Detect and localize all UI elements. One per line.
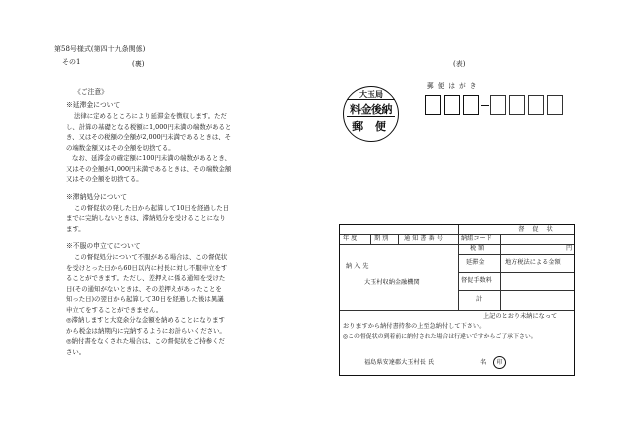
stamp-office: 大玉局 (359, 89, 383, 99)
rule (340, 244, 574, 245)
rule (500, 234, 501, 310)
section-line: までに完納しないときは、滞納処分を受けることになり (66, 214, 226, 222)
section-line: ます。 (66, 224, 85, 233)
payee-label: 納 入 先 (346, 263, 369, 270)
section-line: ◎滞納しますと大変余分な金額を納めることになります (66, 316, 225, 324)
front-side-label: (表) (453, 60, 466, 68)
rule (458, 254, 574, 255)
section-line: なお、延滞金の確定額に100円未満の端数があるとき、 (72, 154, 231, 162)
issuer-name-label: 名 (480, 359, 487, 366)
issuer: 福島県安達郡大玉村長 氏 (364, 359, 435, 366)
rule (370, 234, 371, 244)
total-label: 計 (476, 296, 483, 303)
col-period: 期 別 (374, 235, 389, 242)
postal-code-box[interactable] (509, 95, 525, 115)
postal-code-box[interactable] (425, 95, 441, 115)
note-line-3: ◎この督促状の到着前に納付された場合は行違いですからご了承下さい。 (343, 334, 537, 340)
section-line: 申立てをすることができません。 (66, 305, 163, 314)
section-line: 法律に定めるところにより延滞金を徴収します。ただ (74, 112, 227, 120)
official-seal: 印 (493, 356, 506, 369)
rule (458, 290, 574, 291)
stamp-mail: 郵 便 (352, 120, 390, 133)
rule (458, 225, 459, 234)
sub-number: その1 (62, 58, 81, 66)
section-line: この督促状の発した日から起算して10日を経過した日 (74, 203, 230, 212)
note-line-1: 上記のとおり未納になって (483, 313, 558, 320)
rule (340, 310, 574, 311)
fee-label: 督促手数料 (461, 277, 492, 284)
section-line: を受けとった日から60日以内に村長に対し不服申立をす (66, 263, 228, 272)
rule (458, 272, 574, 273)
penalty-value: 地方税法による金額 (505, 259, 561, 266)
postal-code-box[interactable] (444, 95, 460, 115)
postal-code-hyphen (481, 105, 489, 106)
postcard-label: 郵 便 は が き (427, 82, 478, 90)
section-line: この督促処分について不服がある場合は、この督促状 (74, 253, 228, 261)
section-line: し、計算の基礎となる税額に1,000円未満の端数があると (66, 122, 232, 131)
section-line: ることができます。ただし、差押えに係る通知を受けた (66, 274, 226, 282)
payee-value: 大玉村収納金融機関 (364, 279, 420, 286)
section-line: 日(その通知がないときは、その差押えがあったことを (66, 284, 222, 293)
yen-unit: 円 (566, 245, 573, 252)
col-notice-number: 通 知 書 番 号 (404, 235, 443, 242)
section-heading: ※滞納処分について (66, 192, 128, 201)
col-payment-code: 納組コード (461, 235, 492, 242)
section-line: から税金は納期内に完納するようにお計らいください。 (66, 326, 226, 335)
section-line: 知った日)の翌日から起算して30日を経過した後は異議 (66, 295, 224, 303)
tax-label: 税 額 (470, 245, 485, 252)
form-title: 督 促 状 (518, 226, 556, 233)
notice-title: 《ご注意》 (74, 88, 108, 96)
section-line: 又はその全額を切捨てる。 (66, 175, 143, 183)
section-heading: ※延滞金について (66, 101, 121, 109)
rule (398, 234, 399, 244)
stamp-postage: 料金後納 (350, 103, 392, 116)
postage-stamp (343, 86, 399, 142)
notice-body (66, 99, 276, 357)
form-number: 第58号様式(第四十九条関係) (54, 45, 146, 53)
section-line: の端数金額又はその全額を切捨てる。 (66, 143, 175, 152)
section-line: ◎納付書をなくされた場合は、この督促状をご持参くだ (66, 337, 225, 345)
postal-code-box[interactable] (490, 95, 506, 115)
note-line-2: おりますから納付書持参の上至急納付して下さい。 (343, 323, 486, 330)
section-line: き、又はその税額の全額が2,000円未満であるときは、そ (66, 133, 232, 141)
col-year: 年 度 (343, 235, 358, 242)
postal-code-box[interactable] (528, 95, 544, 115)
postal-code-box[interactable] (547, 95, 563, 115)
section-heading: ※不服の申立てについて (66, 242, 141, 250)
section-line: さい。 (66, 347, 86, 356)
back-side-label: (裏) (132, 60, 145, 68)
section-line: 又はその全額が1,000円未満であるときは、その端数金額 (66, 164, 232, 173)
rule (458, 234, 459, 310)
postal-code-box[interactable] (463, 95, 479, 115)
demand-notice-form (339, 224, 575, 376)
penalty-label: 延滞金 (466, 259, 485, 266)
